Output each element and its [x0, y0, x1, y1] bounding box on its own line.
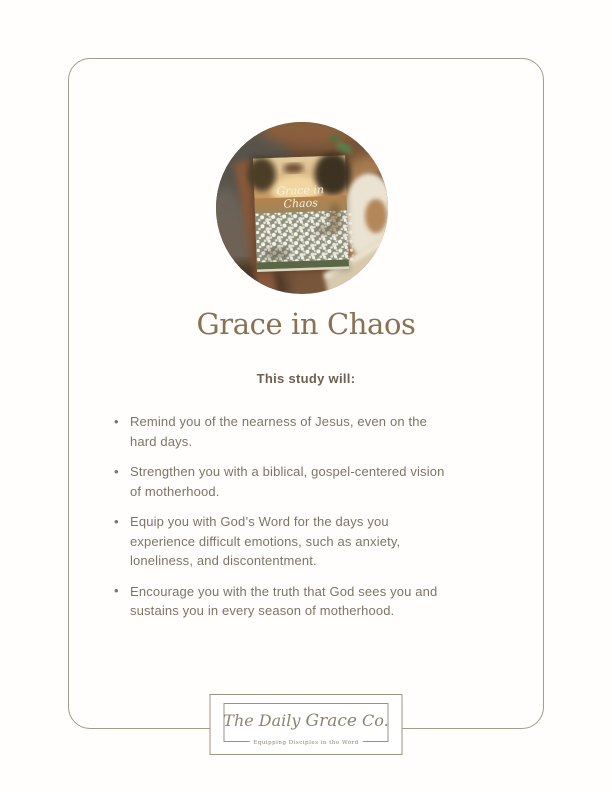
hero-photo [216, 122, 388, 294]
list-item [113, 582, 511, 621]
bullet-2-line-1: • Strengthen you with a biblical, gospel-centered vision [130, 464, 445, 479]
list-item [113, 412, 511, 451]
brand-logo-inner-frame [223, 703, 389, 746]
bullet-3-line-2: experience difficult emotions, such as anxiety, [130, 533, 401, 549]
hero-photo-illustration [216, 122, 388, 294]
bullet-2-line-2: of motherhood. [130, 483, 220, 499]
bullet-4-line-1: • Encourage you with the truth that God sees you and [130, 583, 438, 599]
bullet-1-line-2: hard days. [130, 433, 193, 449]
brand-name [223, 711, 388, 734]
page-title: Grace in Chaos [196, 307, 416, 341]
brand-name-suffix: Co. [356, 711, 389, 730]
brand-name-script: Grace [305, 711, 357, 731]
cup-handle-gap [365, 199, 387, 233]
bullet-3-line-1: • Equip you with God’s Word for the days you [130, 514, 389, 529]
list-item [113, 512, 511, 571]
brand-logo [210, 694, 403, 755]
bullet-3-line-3: loneliness, and discontentment. [130, 553, 317, 568]
bullet-4-line-2: sustains you in every season of motherhood. [130, 603, 395, 618]
book-title-line1: Grace in [276, 183, 325, 198]
study-benefits-list [113, 412, 511, 632]
list-item [113, 462, 511, 501]
brand-name-prefix: The Daily [223, 711, 306, 730]
bullet-1-line-1: • Remind you of the nearness of Jesus, even on the [130, 414, 427, 429]
study-subtitle: This study will: [256, 371, 356, 386]
book-title-line2: Chaos [283, 196, 319, 211]
brand-tagline: Equipping Disciples in the Word [249, 740, 362, 746]
book-cover [247, 152, 354, 274]
